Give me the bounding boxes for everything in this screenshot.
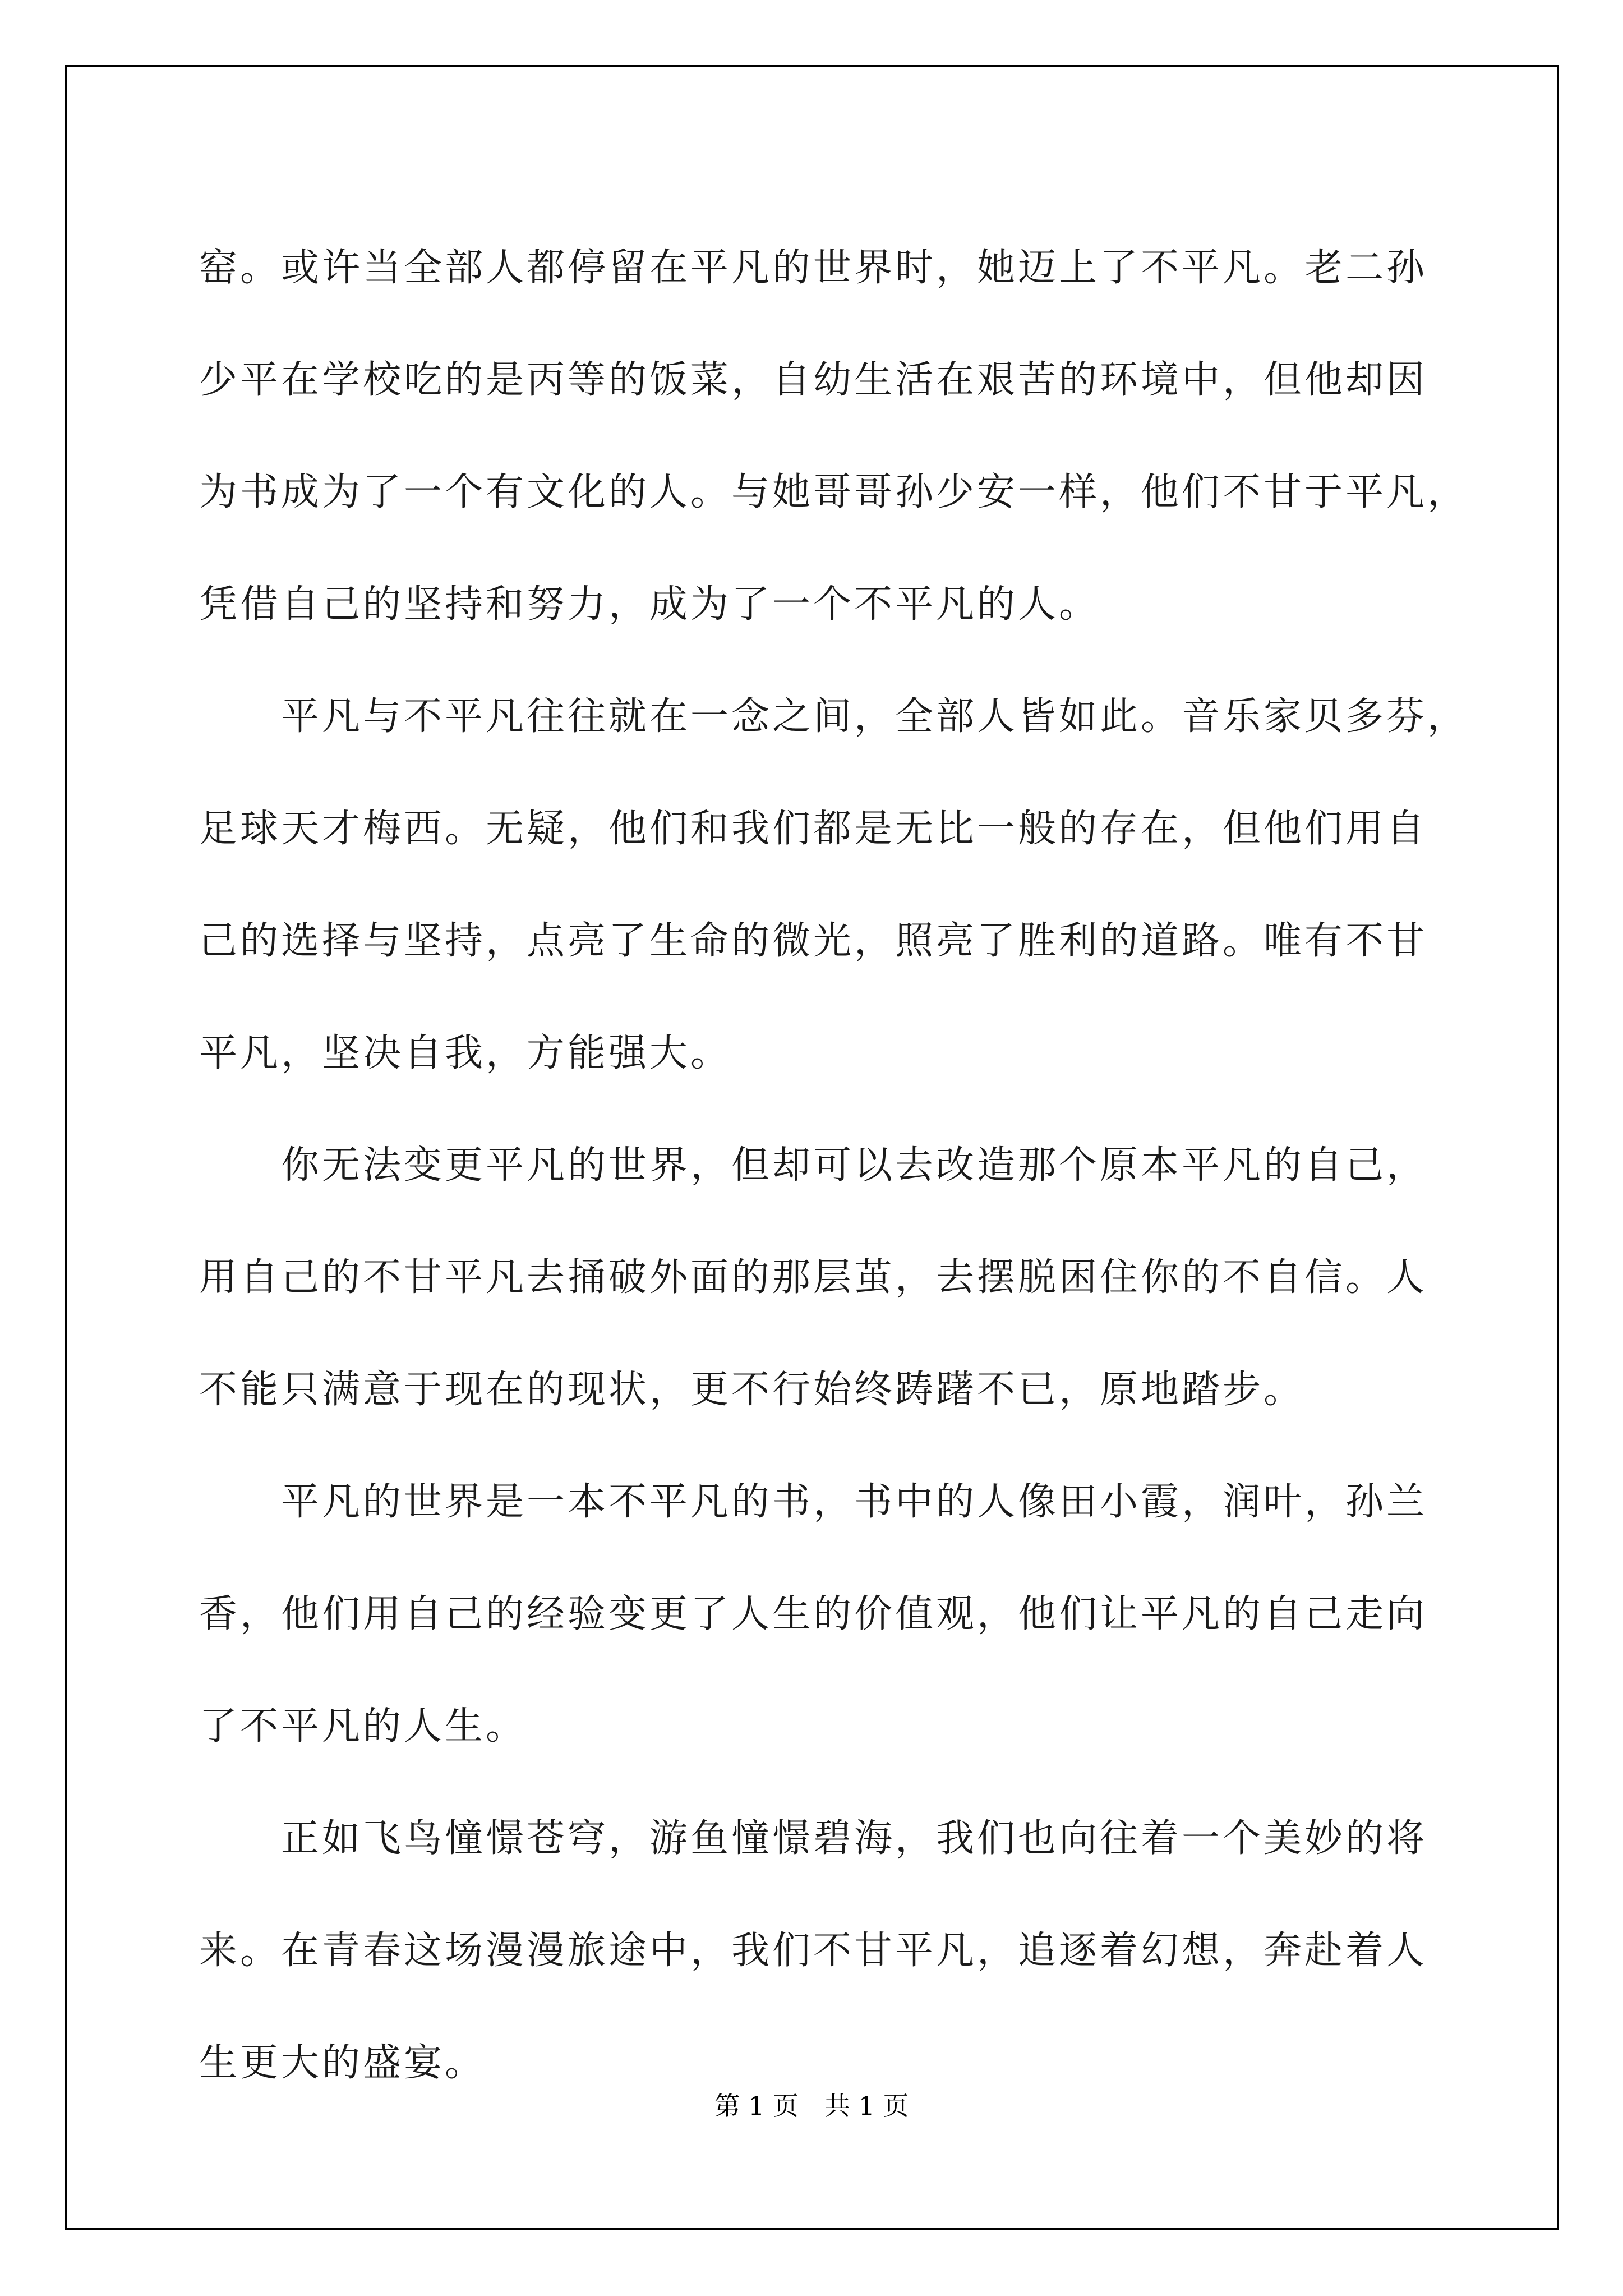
text-line: 来。在青春这场漫漫旅途中，我们不甘平凡，追逐着幻想，奔赴着人 (199, 1929, 1428, 1973)
text-line: 足球天才梅西。无疑，他们和我们都是无比一般的存在，但他们用自 (199, 807, 1428, 851)
text-line: 用自己的不甘平凡去捅破外面的那层茧，去摆脱困住你的不自信。人 (199, 1255, 1428, 1300)
text-line: 平凡，坚决自我，方能强大。 (199, 1031, 732, 1075)
text-line: 窑。或许当全部人都停留在平凡的世界时，她迈上了不平凡。老二孙 (199, 246, 1428, 290)
text-line: 了不平凡的人生。 (199, 1704, 527, 1749)
text-line: 香，他们用自己的经验变更了人生的价值观，他们让平凡的自己走向 (199, 1592, 1428, 1636)
text-line: 生更大的盛宴。 (199, 2041, 486, 2085)
page-footer (0, 2086, 1623, 2123)
text-line: 正如飞鸟憧憬苍穹，游鱼憧憬碧海，我们也向往着一个美妙的将 (199, 1816, 1428, 1861)
text-line: 己的选择与坚持，点亮了生命的微光，照亮了胜利的道路。唯有不甘 (199, 919, 1428, 963)
text-line: 你无法变更平凡的世界，但却可以去改造那个原本平凡的自己， (199, 1143, 1428, 1188)
page-number-label: 第 1 页 共 1 页 (714, 2091, 909, 2121)
text-line: 为书成为了一个有文化的人。与她哥哥孙少安一样，他们不甘于平凡， (199, 470, 1469, 514)
text-line: 平凡的世界是一本不平凡的书，书中的人像田小霞，润叶，孙兰 (199, 1480, 1428, 1524)
document-body (199, 212, 1469, 2119)
text-line: 少平在学校吃的是丙等的饭菜，自幼生活在艰苦的环境中，但他却因 (199, 358, 1428, 402)
text-line: 平凡与不平凡往往就在一念之间，全部人皆如此。音乐家贝多芬， (199, 694, 1469, 739)
text-line: 不能只满意于现在的现状，更不行始终踌躇不已，原地踏步。 (199, 1368, 1305, 1412)
text-line: 凭借自己的坚持和努力，成为了一个不平凡的人。 (199, 582, 1100, 627)
